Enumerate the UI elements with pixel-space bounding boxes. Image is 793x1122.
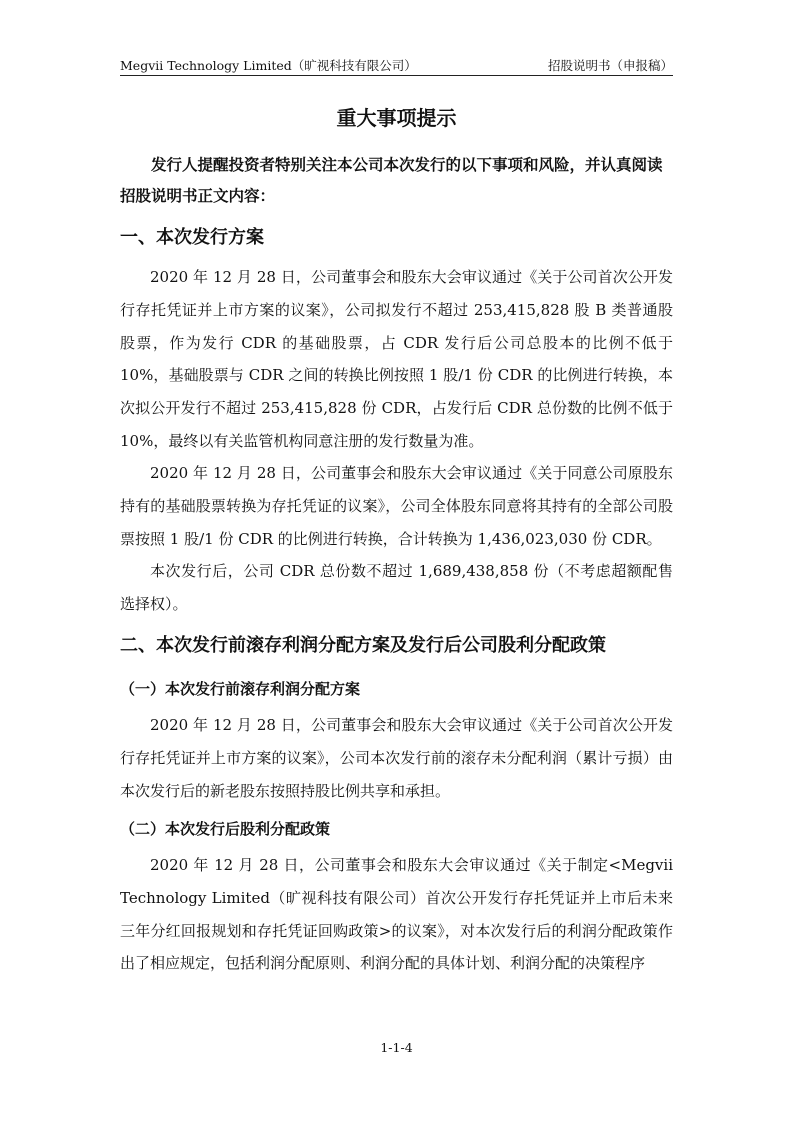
section-2-sub-2-paragraph: 2020 年 12 月 28 日，公司董事会和股东大会审议通过《关于制定<Megvii Technology Limited（旷视科技有限公司）首次公开发行存托凭证并上市后未来三年分红回报规划和存托凭证回购政策>的议案》，对本次发行后的利润分配政策作出了相应规定，包括利润分配原则、利润分配的具体计划、利润分配的决策程序 <box>120 856 673 973</box>
section-1-paragraph-3: 本次发行后，公司 CDR 总份数不超过 1,689,438,858 份（不考虑超额配售选择权）。 <box>120 562 673 613</box>
page-title: 重大事项提示 <box>336 106 457 130</box>
intro-paragraph: 发行人提醒投资者特别关注本公司本次发行的以下事项和风险，并认真阅读招股说明书正文内容： <box>120 155 663 205</box>
section-1-paragraph-2: 2020 年 12 月 28 日，公司董事会和股东大会审议通过《关于同意公司原股东持有的基础股票转换为存托凭证的议案》，公司全体股东同意将其持有的全部公司股票按照 1 股/1 份 CDR 的比例进行转换，合计转换为 1,436,023,030 份 CDR。 <box>120 464 673 548</box>
section-2-heading: 二、本次发行前滚存利润分配方案及发行后公司股利分配政策 <box>120 635 606 656</box>
header-company: Megvii Technology Limited（旷视科技有限公司） <box>120 58 417 73</box>
section-1-heading: 一、本次发行方案 <box>120 227 264 248</box>
header-rule <box>120 75 673 76</box>
section-2-sub-1-heading: （一）本次发行前滚存利润分配方案 <box>120 680 361 698</box>
section-2-sub-2-heading: （二）本次发行后股利分配政策 <box>120 820 331 838</box>
page-header <box>120 56 673 74</box>
header-doc-type: 招股说明书（申报稿） <box>547 58 673 73</box>
section-2-sub-1-paragraph: 2020 年 12 月 28 日，公司董事会和股东大会审议通过《关于公司首次公开发行存托凭证并上市方案的议案》，公司本次发行前的滚存未分配利润（累计亏损）由本次发行后的新老股东按照持股比例共享和承担。 <box>120 716 673 800</box>
section-1-paragraph-1: 2020 年 12 月 28 日，公司董事会和股东大会审议通过《关于公司首次公开发行存托凭证并上市方案的议案》，公司拟发行不超过 253,415,828 股 B 类普通股股票，作为发行 CDR 的基础股票，占 CDR 发行后公司总股本的比例不低于 10%，基础股票与 CDR 之间的转换比例按照 1 股/1 份 CDR 的比例进行转换，本次拟公开发行不超过 253,415,828 份 CDR，占发行后 CDR 总份数的比例不低于 10%，最终以有关监管机构同意注册的发行数量为准。 <box>120 268 673 450</box>
page-number: 1-1-4 <box>380 1040 413 1055</box>
